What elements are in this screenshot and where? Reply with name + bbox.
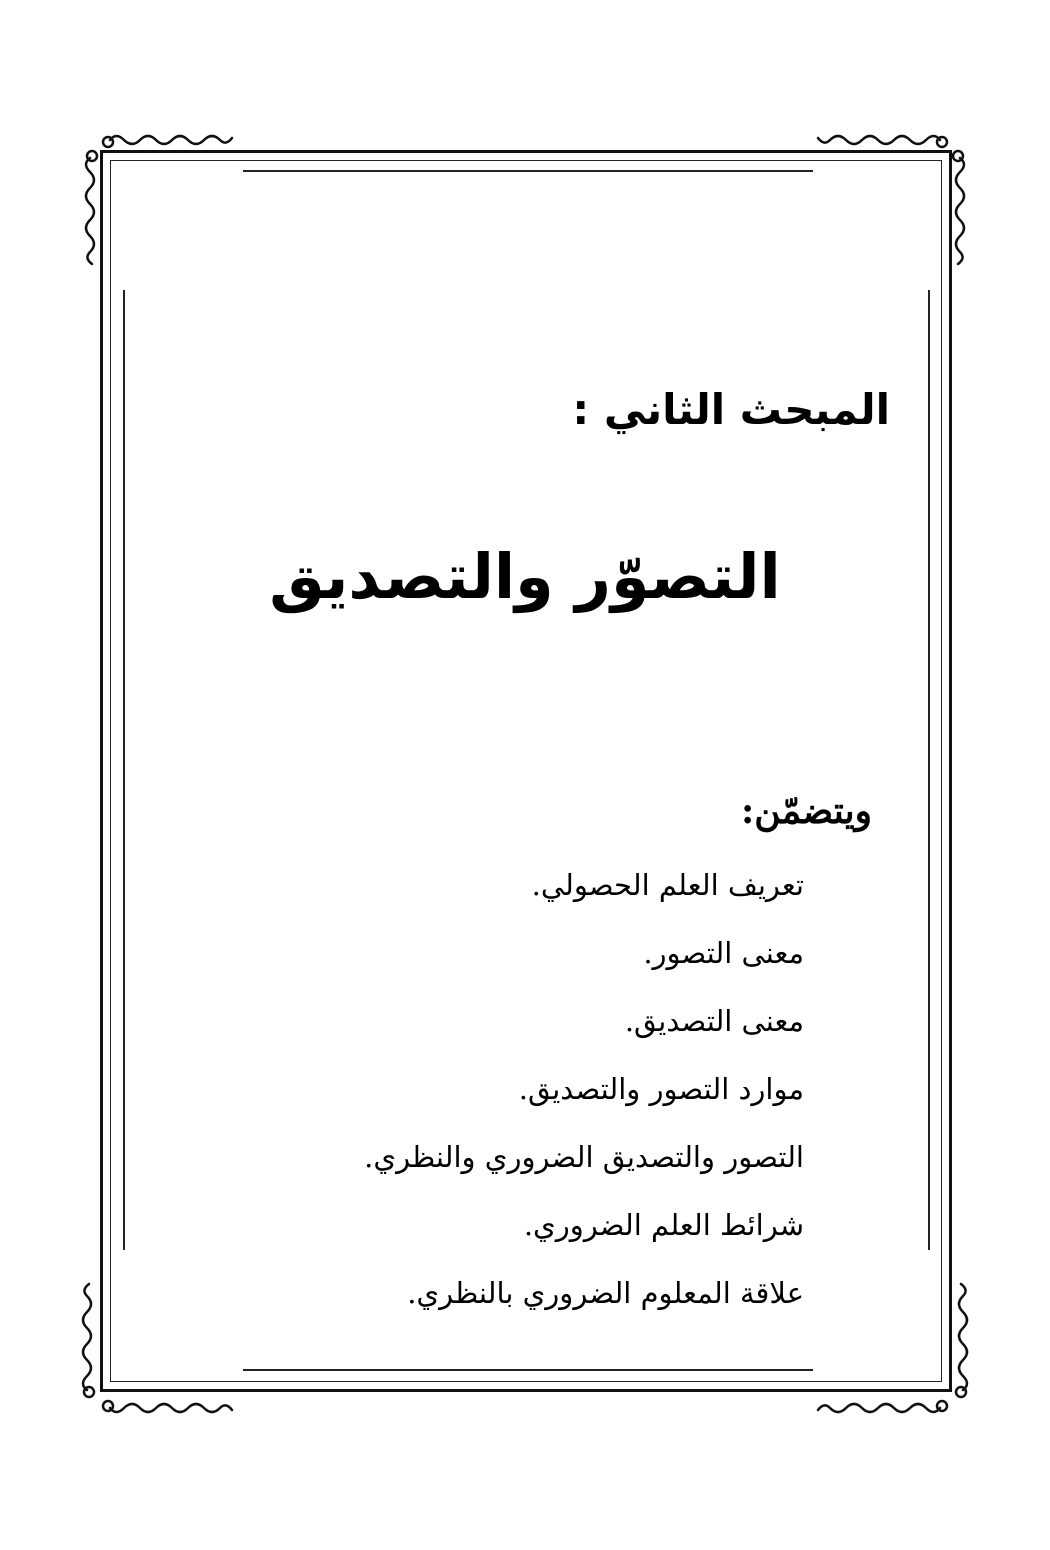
contents-list xyxy=(364,862,804,1338)
corner-ornament-top-left-icon xyxy=(80,128,260,308)
list-item: موارد التصور والتصديق. xyxy=(518,1072,804,1106)
list-item: التصور والتصديق الضروري والنظري. xyxy=(364,1140,804,1174)
corner-ornament-bottom-left-icon xyxy=(75,1240,255,1420)
list-item: علاقة المعلوم الضروري بالنظري. xyxy=(407,1276,804,1310)
section-label: المبحث الثاني : xyxy=(572,385,890,434)
corner-ornament-bottom-right-icon xyxy=(795,1240,975,1420)
right-rule xyxy=(928,290,930,1250)
list-item: تعريف العلم الحصولي. xyxy=(531,868,804,902)
list-item: معنى التصديق. xyxy=(624,1004,804,1038)
page-title: التصوّر والتصديق xyxy=(269,540,781,613)
contents-label: ويتضمّن: xyxy=(741,790,872,832)
corner-ornament-top-right-icon xyxy=(790,128,970,308)
left-rule xyxy=(123,290,125,1250)
list-item: شرائط العلم الضروري. xyxy=(523,1208,804,1242)
top-rule xyxy=(243,170,813,172)
bottom-rule xyxy=(243,1369,813,1371)
list-item: معنى التصور. xyxy=(643,936,804,970)
